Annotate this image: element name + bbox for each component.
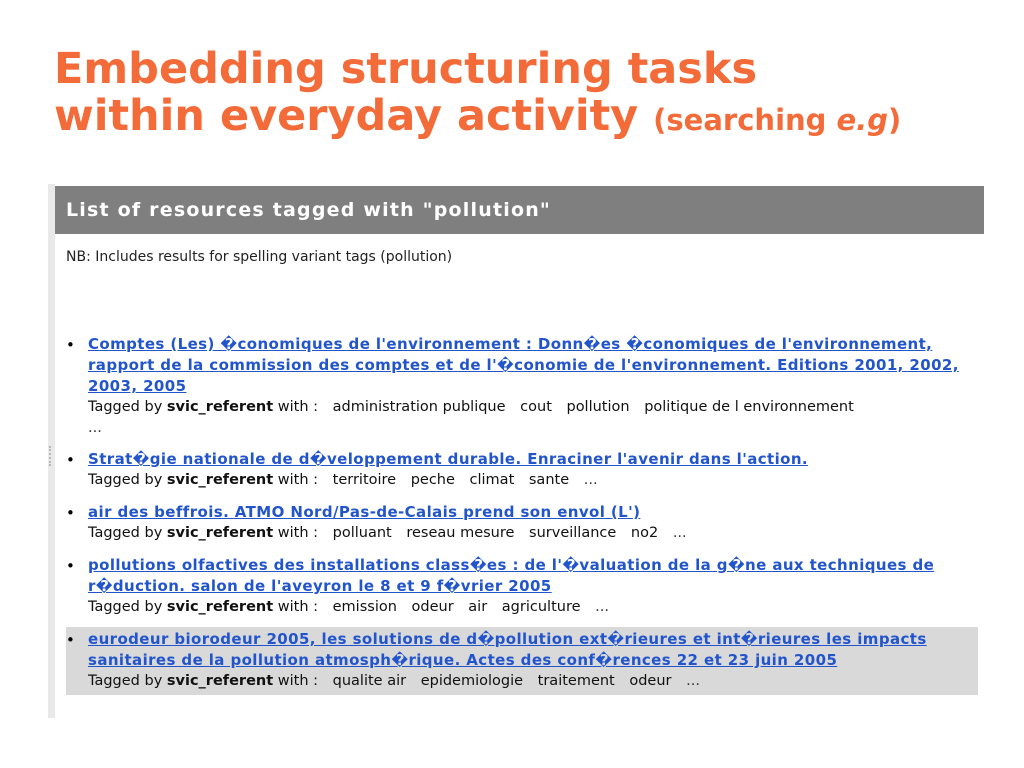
- result-link[interactable]: Strat�gie nationale de d�veloppement durable. Enraciner l'avenir dans l'action.: [88, 450, 809, 468]
- tag-link[interactable]: administration publique: [332, 399, 506, 415]
- more-tags-ellipsis[interactable]: ...: [88, 420, 102, 436]
- tag-link[interactable]: epidemiologie: [420, 673, 524, 689]
- tag-link[interactable]: air: [468, 599, 488, 615]
- result-link[interactable]: eurodeur biorodeur 2005, les solutions de d�pollution ext�rieures et int�rieures les impacts sanitaires de la pollution atmosph�rique. Actes des conf�rences 22 et 23 juin 2005: [88, 630, 927, 669]
- title-subnote: [653, 103, 901, 137]
- result-item: [66, 332, 978, 441]
- more-tags-ellipsis[interactable]: ...: [595, 599, 609, 615]
- tag-link[interactable]: territoire: [332, 472, 397, 488]
- tagline: [88, 397, 970, 438]
- tagline: [88, 671, 970, 692]
- with-label: with :: [277, 472, 319, 488]
- subnote-open: (searching: [653, 103, 837, 137]
- with-label: with :: [277, 673, 319, 689]
- tagline: [88, 523, 970, 544]
- tag-link[interactable]: agriculture: [501, 599, 581, 615]
- tag-link[interactable]: traitement: [537, 673, 615, 689]
- tag-link[interactable]: odeur: [411, 599, 454, 615]
- result-item: [66, 500, 978, 547]
- result-item: [66, 553, 978, 621]
- more-tags-ellipsis[interactable]: ...: [686, 673, 700, 689]
- panel-header: List of resources tagged with "pollution": [55, 186, 984, 234]
- bullet-icon: •: [66, 451, 75, 469]
- more-tags-ellipsis[interactable]: ...: [583, 472, 598, 488]
- subnote-close: ): [887, 103, 902, 137]
- tag-link[interactable]: climat: [469, 472, 515, 488]
- result-link[interactable]: air des beffrois. ATMO Nord/Pas-de-Calais prend son envol (L'): [88, 503, 641, 521]
- bullet-icon: •: [66, 631, 75, 649]
- tag-link[interactable]: pollution: [566, 399, 630, 415]
- bullet-icon: •: [66, 504, 75, 522]
- results-list: [66, 332, 978, 701]
- tag-link[interactable]: emission: [332, 599, 397, 615]
- result-link[interactable]: pollutions olfactives des installations class�es : de l'�valuation de la g�ne aux techniques de r�duction. salon de l'aveyron le 8 et 9 f�vrier 2005: [88, 556, 935, 595]
- bullet-icon: •: [66, 336, 75, 354]
- with-label: with :: [277, 599, 319, 615]
- tagline: [88, 470, 970, 491]
- tagger-username[interactable]: svic_referent: [166, 525, 274, 541]
- tagline: [88, 597, 970, 618]
- with-label: with :: [277, 525, 319, 541]
- tagged-by-label: Tagged by: [88, 599, 163, 615]
- bullet-icon: •: [66, 557, 75, 575]
- tag-link[interactable]: cout: [520, 399, 552, 415]
- title-line-1: Embedding structuring tasks: [54, 44, 758, 94]
- nb-note: NB: Includes results for spelling variant tags (pollution): [66, 249, 453, 265]
- subnote-italic: e.g: [836, 103, 888, 137]
- tagged-by-label: Tagged by: [88, 399, 163, 415]
- tag-link[interactable]: odeur: [629, 673, 672, 689]
- slide-title: [54, 46, 901, 144]
- more-tags-ellipsis[interactable]: ...: [672, 525, 687, 541]
- tag-link[interactable]: surveillance: [529, 525, 617, 541]
- tagged-by-label: Tagged by: [88, 673, 163, 689]
- tag-link[interactable]: qualite air: [332, 673, 407, 689]
- tagger-username[interactable]: svic_referent: [166, 472, 274, 488]
- with-label: with :: [277, 399, 319, 415]
- tagged-by-label: Tagged by: [88, 472, 163, 488]
- tag-link[interactable]: reseau mesure: [406, 525, 515, 541]
- tag-link[interactable]: no2: [630, 525, 659, 541]
- result-link[interactable]: Comptes (Les) �conomiques de l'environnement : Donn�es �conomiques de l'environnement, rapport de la commission des comptes et de l'�conomie de l'environnement. Editions 2001, 2002, 2003, 2005: [88, 335, 959, 395]
- title-line-2-text: within everyday activity: [54, 91, 639, 141]
- tagger-username[interactable]: svic_referent: [166, 673, 274, 689]
- title-line-2: [54, 93, 901, 144]
- tagger-username[interactable]: svic_referent: [166, 399, 274, 415]
- resize-grip-icon[interactable]: [49, 446, 55, 466]
- result-item: [66, 447, 978, 494]
- tagged-by-label: Tagged by: [88, 525, 163, 541]
- tag-link[interactable]: politique de l environnement: [644, 399, 854, 415]
- result-item-highlighted: [66, 627, 978, 695]
- tagger-username[interactable]: svic_referent: [166, 599, 274, 615]
- tag-link[interactable]: sante: [528, 472, 570, 488]
- tag-link[interactable]: polluant: [332, 525, 392, 541]
- tag-link[interactable]: peche: [410, 472, 455, 488]
